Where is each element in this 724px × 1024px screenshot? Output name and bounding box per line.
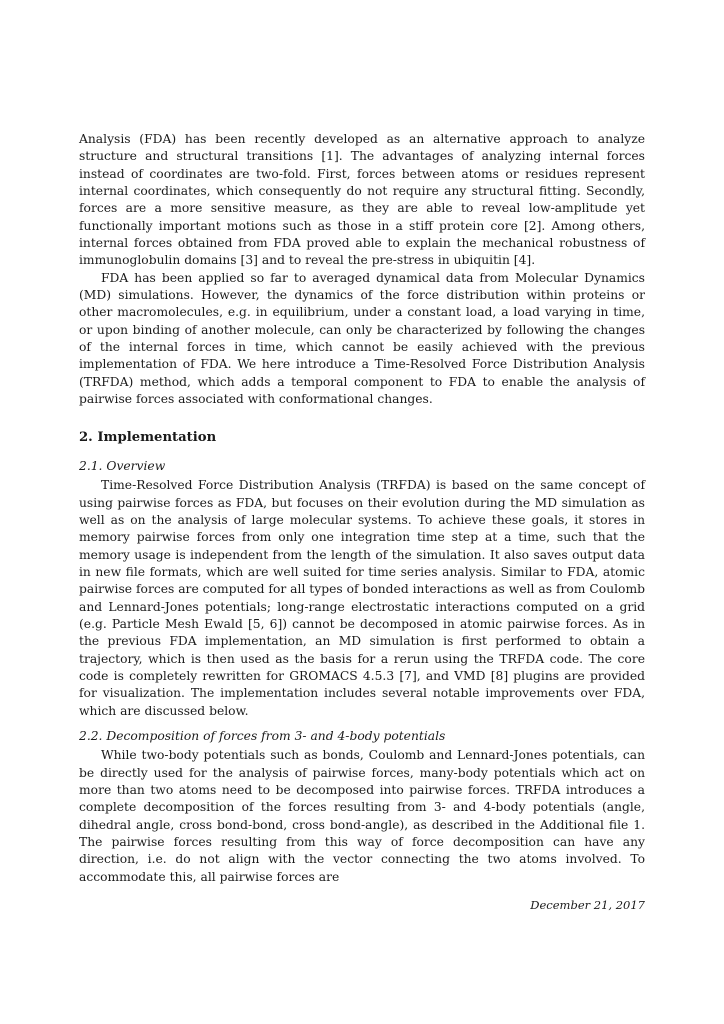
subsection-heading-decomposition: 2.2. Decomposition of forces from 3- and 4-body potentials — [79, 729, 446, 743]
paragraph-fda-intro: Analysis (FDA) has been recently developed as an alternative approach to analyze structure and structural transitions [1]. The advantages of analyzing internal forces instead of coordinates are two-fold. First, forces between atoms or residues represent internal coordinates, which consequently do not require any structural fitting. Secondly, forces are a more sensitive measure, as they are able to reveal low-amplitude yet functionally important motions such as those in a stiff protein core [2]. Among others, internal forces obtained from FDA proved able to explain the mechanical robustness of immunoglobulin domains [3] and to reveal the pre-stress in ubiquitin [4]. — [79, 132, 645, 268]
footer-date: December 21, 2017 — [530, 898, 645, 912]
section-heading-implementation: 2. Implementation — [79, 429, 217, 445]
paragraph-fda-applications: FDA has been applied so far to averaged dynamical data from Molecular Dynamics (MD) simulations. However, the dynamics of the force distribution within proteins or other macromolecules, e.g. in equilibrium, under a constant load, a load varying in time, or upon binding of another molecule, can only be characterized by following the changes of the internal forces in time, which cannot be easily achieved with the previous implementation of FDA. We here introduce a Time-Resolved Force Distribution Analysis (TRFDA) method, which adds a temporal component to FDA to enable the analysis of pairwise forces associated with conformational changes. — [79, 270, 645, 407]
paragraph-decomposition: While two-body potentials such as bonds, Coulomb and Lennard-Jones potentials, can be directly used for the analysis of pairwise forces, many-body potentials which act on more than two atoms need to be decomposed into pairwise forces. TRFDA introduces a complete decomposition of the forces resulting from 3- and 4-body potentials (angle, dihedral angle, cross bond-bond, cross bond-angle), as described in the Additional file 1. The pairwise forces resulting from this way of force decomposition can have any direction, i.e. do not align with the vector connecting the two atoms involved. To accommodate this, all pairwise forces are — [79, 748, 645, 884]
subsection-heading-overview: 2.1. Overview — [79, 458, 166, 473]
paragraph-overview: Time-Resolved Force Distribution Analysis (TRFDA) is based on the same concept of using pairwise forces as FDA, but focuses on their evolution during the MD simulation as well as on the analysis of large molecular systems. To achieve these goals, it stores in memory pairwise forces from only one integration time step at a time, such that the memory usage is independent from the length of the simulation. It also saves output data in new file formats, which are well suited for time series analysis. Similar to FDA, atomic pairwise forces are computed for all types of bonded interactions as well as from Coulomb and Lennard-Jones potentials; long-range electrostatic interactions computed on a grid (e.g. Particle Mesh Ewald [5, 6]) cannot be decomposed in atomic pairwise forces. As in the previous FDA implementation, an MD simulation is first performed to obtain a trajectory, which is then used as the basis for a rerun using the TRFDA code. The core code is completely rewritten for GROMACS 4.5.3 [7], and VMD [8] plugins are provided for visualization. The implementation includes several notable improvements over FDA, which are discussed below. — [79, 478, 645, 718]
page-content — [79, 131, 645, 886]
